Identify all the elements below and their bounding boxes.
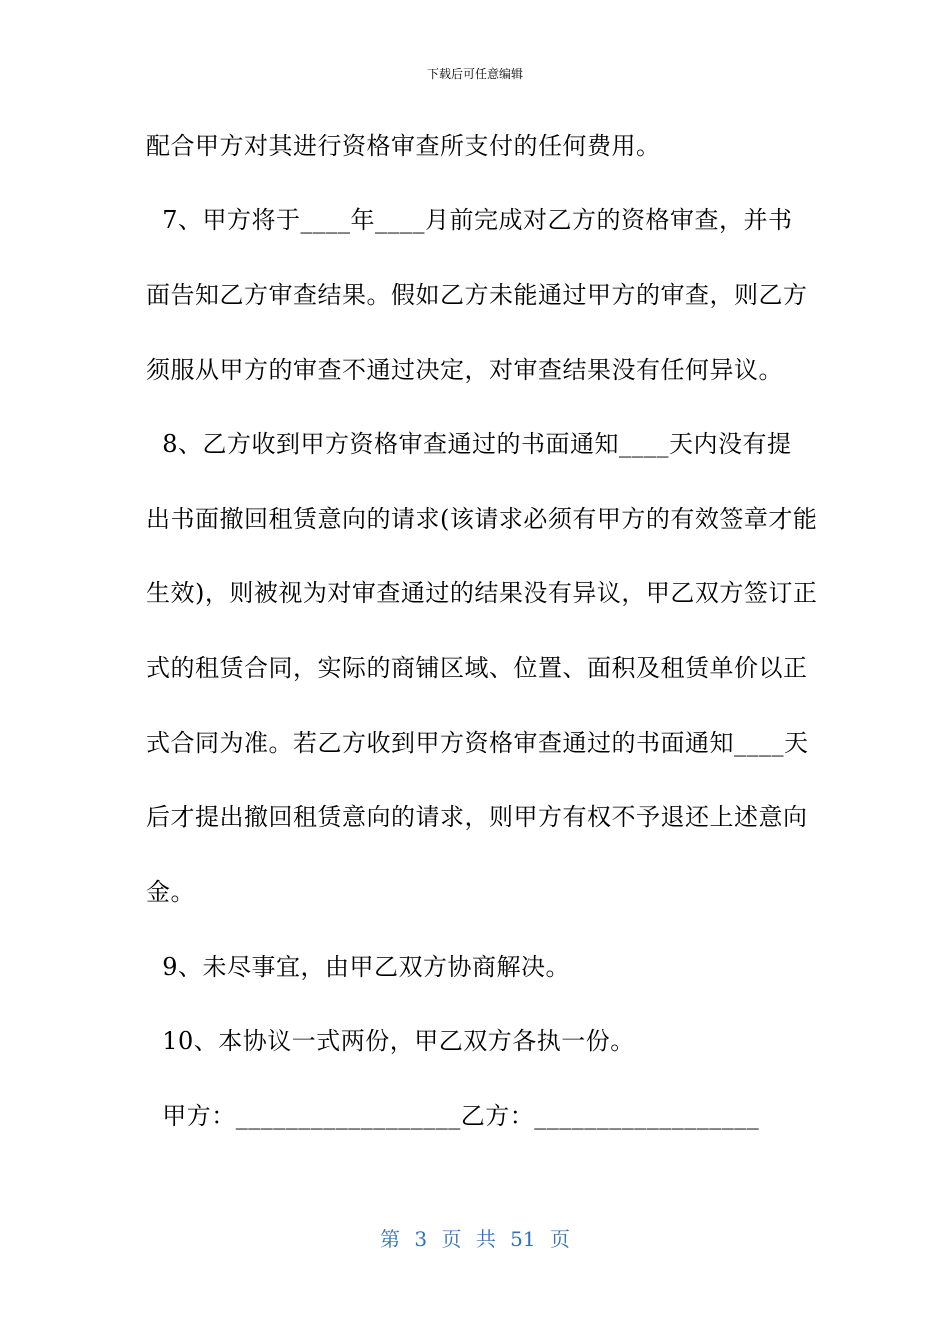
footer-prefix: 第 [380,1227,400,1251]
footer-page-label: 页 [441,1227,462,1251]
body-line: 9、未尽事宜，由甲乙双方协商解决。 [146,953,571,981]
page-header: 下载后可任意编辑 [426,67,523,81]
body-line: 式合同为准。若乙方收到甲方资格审查通过的书面通知____天 [146,729,809,757]
body-line: 8、乙方收到甲方资格审查通过的书面通知____天内没有提 [146,430,792,458]
body-line: 面告知乙方审查结果。假如乙方未能通过甲方的审查，则乙方 [146,281,808,309]
body-line: 后才提出撤回租赁意向的请求，则甲方有权不予退还上述意向 [146,803,808,831]
signature-line: 甲方：__________________乙方：__________________ [146,1102,760,1130]
body-line: 金。 [146,878,195,906]
body-line: 配合甲方对其进行资格审查所支付的任何费用。 [146,132,661,160]
body-line: 出书面撤回租赁意向的请求(该请求必须有甲方的有效签章才能 [146,505,818,533]
footer-suffix: 页 [549,1227,570,1251]
body-line: 式的租赁合同，实际的商铺区域、位置、面积及租赁单价以正 [146,654,808,682]
footer-total-pages: 51 [510,1227,536,1251]
body-line: 10、本协议一式两份，甲乙双方各执一份。 [146,1027,635,1055]
body-line: 7、甲方将于____年____月前完成对乙方的资格审查，并书 [146,206,793,234]
body-line: 须服从甲方的审查不通过决定，对审查结果没有任何异议。 [146,356,783,384]
footer-total-label: 共 [475,1227,496,1251]
body-line: 生效)，则被视为对审查通过的结果没有异议，甲乙双方签订正 [146,579,818,607]
footer-page-number: 3 [414,1227,428,1251]
page-footer [0,1226,950,1252]
